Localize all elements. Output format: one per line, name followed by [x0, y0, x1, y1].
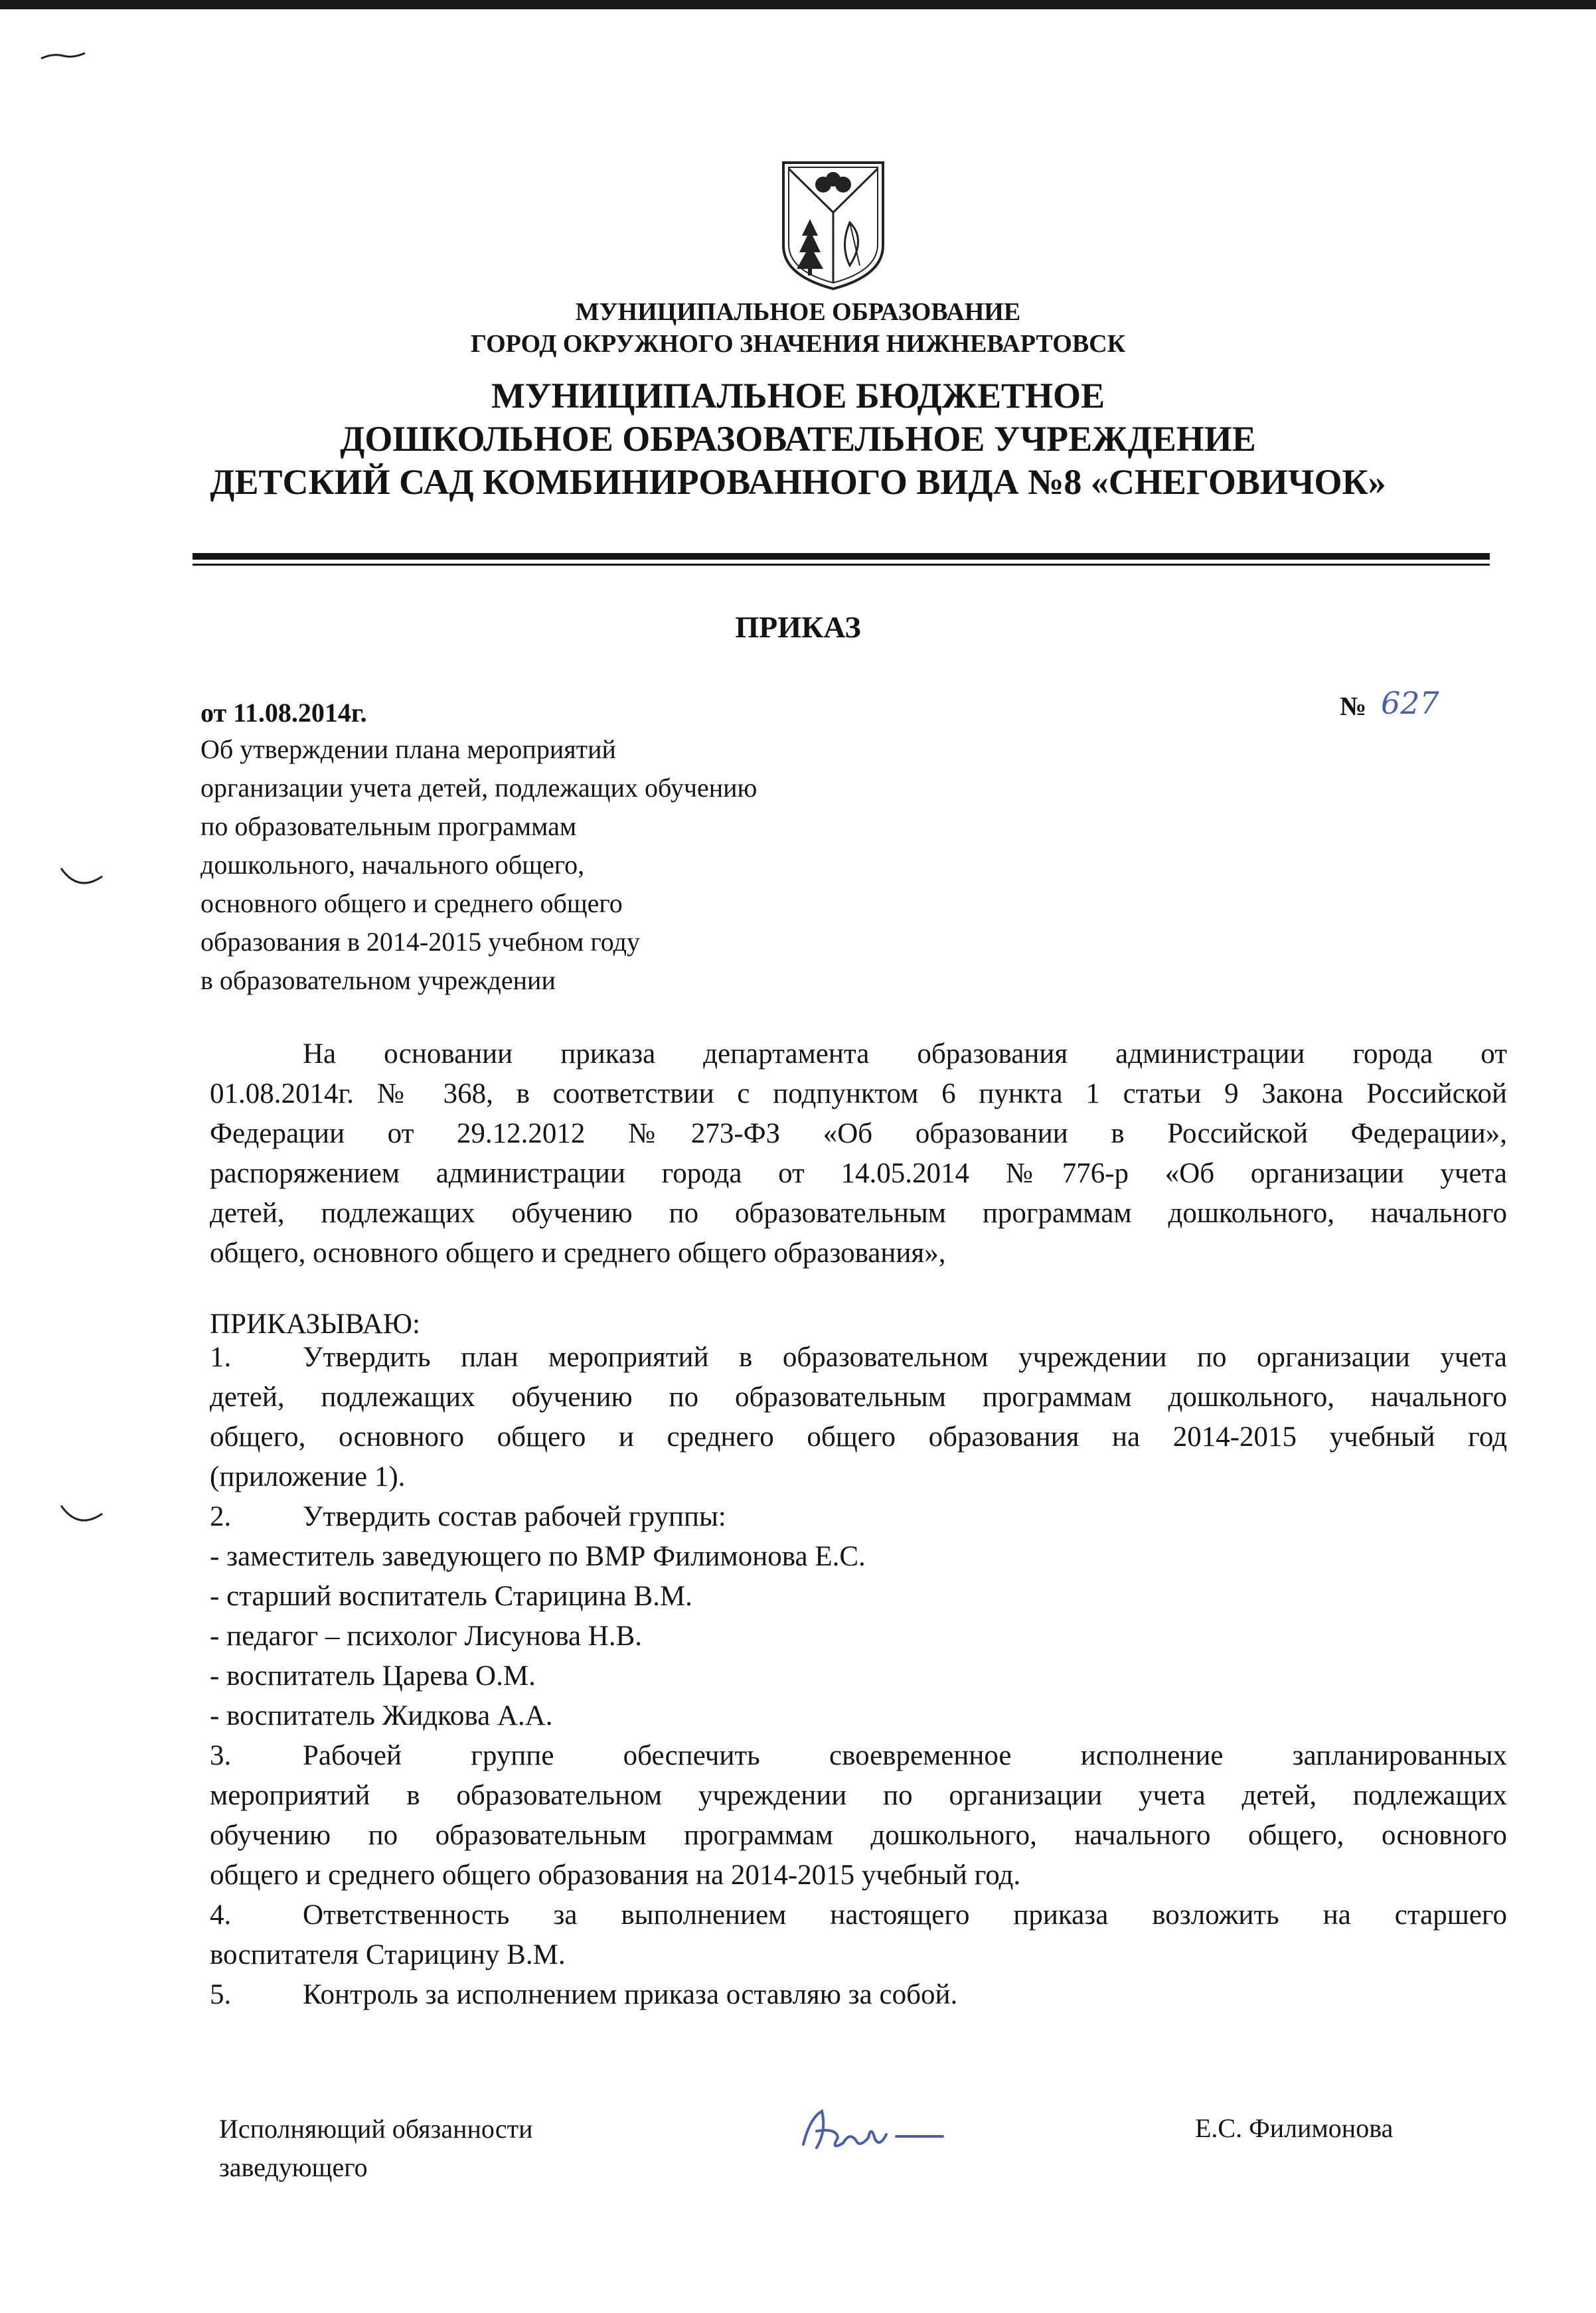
item-text: Утвердить план мероприятий в образовательном учреждении по организации учета — [303, 1342, 1507, 1373]
order-date: от 11.08.2014г. — [200, 698, 367, 728]
working-group-member: - педагог – психолог Лисунова Н.В. — [210, 1621, 643, 1652]
order-item-line: мероприятий в образовательном учреждении по организации учета детей, подлежащих — [210, 1780, 1507, 1811]
working-group-member: - старший воспитатель Старицина В.М. — [210, 1581, 692, 1612]
item-text: Рабочей группе обеспечить своевременное исполнение запланированных — [303, 1740, 1507, 1771]
handwritten-signature — [797, 2091, 956, 2164]
order-subject — [200, 730, 997, 1000]
order-item-2 — [210, 1497, 1507, 1537]
institution-name-line-2: ДОШКОЛЬНОЕ ОБРАЗОВАТЕЛЬНОЕ УЧРЕЖДЕНИЕ — [340, 419, 1256, 459]
subject-line: дошкольного, начального общего, — [200, 850, 585, 880]
signatory-position-line: заведующего — [219, 2152, 368, 2182]
basis-paragraph — [210, 1034, 1507, 1273]
item-number: 5. — [210, 1979, 232, 2010]
order-item-5 — [210, 1975, 1507, 2015]
subject-line: организации учета детей, подлежащих обучению — [200, 773, 758, 803]
signatory-position-line: Исполняющий обязанности — [219, 2114, 533, 2144]
order-item-3 — [210, 1736, 1507, 1776]
document-type-title: ПРИКАЗ — [735, 610, 861, 644]
order-directive-word: ПРИКАЗЫВАЮ: — [210, 1309, 420, 1340]
item-text: Ответственность за выполнением настоящего приказа возложить на старшего — [303, 1899, 1507, 1931]
punch-hole-mark — [58, 863, 105, 896]
scan-mark — [40, 52, 86, 61]
order-items — [210, 1338, 1507, 2015]
order-item-line: обучению по образовательным программам дошкольного, начального общего, основного — [210, 1820, 1507, 1851]
order-item-1 — [210, 1338, 1507, 1378]
basis-line: На основании приказа департамента образования администрации города от — [303, 1038, 1507, 1070]
scan-top-edge — [0, 0, 1596, 9]
order-number-label: № — [1340, 691, 1367, 721]
signatory-position — [219, 2110, 533, 2187]
order-item-line: воспитателя Старицину В.М. — [210, 1939, 566, 1970]
municipality-line-1: МУНИЦИПАЛЬНОЕ ОБРАЗОВАНИЕ — [575, 298, 1021, 326]
institution-name-line-1: МУНИЦИПАЛЬНОЕ БЮДЖЕТНОЕ — [491, 376, 1105, 416]
item-text: Контроль за исполнением приказа оставляю за собой. — [303, 1979, 958, 2010]
basis-line: Федерации от 29.12.2012 №273-ФЗ «Об образовании в Российской Федерации», — [210, 1118, 1507, 1149]
basis-line: распоряжением администрации города от 14.05.2014 №776-р «Об организации учета — [210, 1158, 1507, 1189]
basis-line: общего, основного общего и среднего общего образования», — [210, 1237, 946, 1269]
item-number: 2. — [210, 1501, 232, 1532]
subject-line: по образовательным программам — [200, 811, 577, 841]
order-item-line: детей, подлежащих обучению по образовательным программам дошкольного, начального — [210, 1382, 1507, 1413]
working-group-member: - заместитель заведующего по ВМР Филимонова Е.С. — [210, 1541, 866, 1572]
order-item-line: общего, основного общего и среднего общего образования на 2014-2015 учебный год — [210, 1421, 1507, 1453]
municipality-line-2: ГОРОД ОКРУЖНОГО ЗНАЧЕНИЯ НИЖНЕВАРТОВСК — [470, 330, 1126, 358]
order-item-4 — [210, 1895, 1507, 1935]
institution-name-line-3: ДЕТСКИЙ САД КОМБИНИРОВАННОГО ВИДА №8 «СНЕГОВИЧОК» — [210, 462, 1386, 502]
signatory-name: Е.С. Филимонова — [1195, 2113, 1394, 2143]
header-divider-thick — [193, 553, 1490, 560]
item-number: 3. — [210, 1740, 232, 1771]
working-group-member: - воспитатель Царева О.М. — [210, 1660, 536, 1692]
subject-line: образования в 2014-2015 учебном году — [200, 927, 640, 957]
subject-line: Об утверждении плана мероприятий — [200, 734, 616, 764]
order-number-handwritten: 627 — [1381, 685, 1439, 721]
order-item-line: (приложение 1). — [210, 1461, 406, 1492]
item-number: 1. — [210, 1342, 232, 1373]
item-number: 4. — [210, 1899, 232, 1931]
punch-hole-mark — [58, 1500, 105, 1534]
item-text: Утвердить состав рабочей группы: — [303, 1501, 726, 1532]
working-group-member: - воспитатель Жидкова А.А. — [210, 1700, 553, 1731]
order-item-line: общего и среднего общего образования на 2014-2015 учебный год. — [210, 1860, 1021, 1891]
header-divider-thin — [193, 564, 1490, 566]
basis-line: 01.08.2014г. № 368, в соответствии с подпунктом 6 пункта 1 статьи 9 Закона Российской — [210, 1078, 1507, 1109]
city-coat-of-arms-icon — [777, 159, 890, 292]
subject-line: в образовательном учреждении — [200, 965, 556, 995]
basis-line: детей, подлежащих обучению по образовательным программам дошкольного, начального — [210, 1198, 1507, 1229]
subject-line: основного общего и среднего общего — [200, 888, 623, 918]
